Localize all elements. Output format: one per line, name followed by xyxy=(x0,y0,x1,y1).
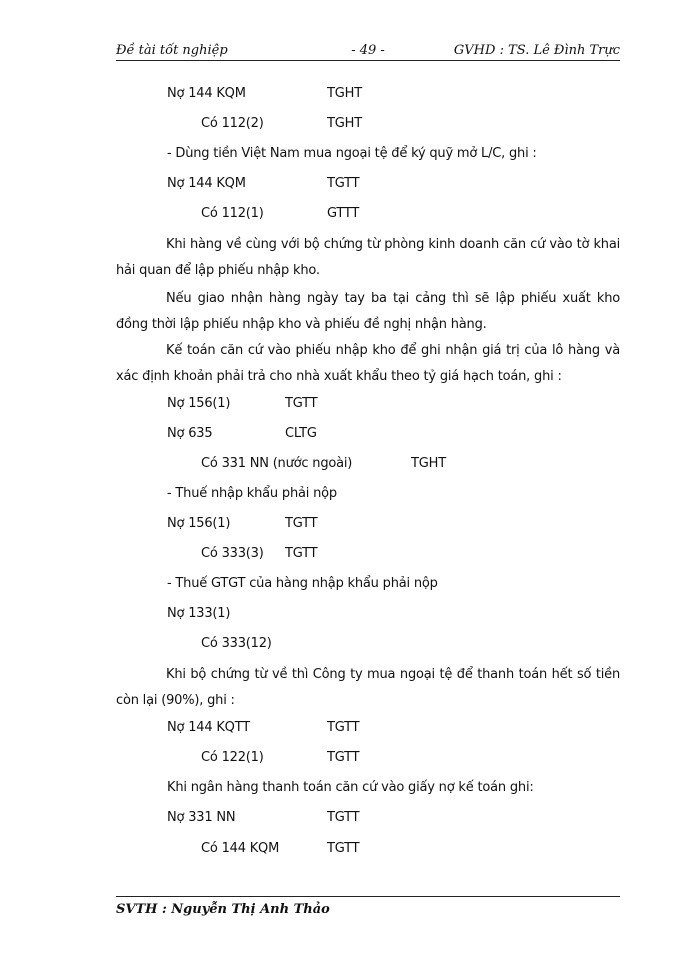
header-divider xyxy=(116,60,620,61)
debit-account: Nợ 331 NN xyxy=(167,810,236,825)
credit-account: Có 112(2) xyxy=(201,116,264,131)
paragraph: Kế toán căn cứ vào phiếu nhập kho để ghi nhận giá trị của lô hàng và xác định khoản phải trả cho nhà xuất khẩu theo tỷ giá hạch toán, ghi : xyxy=(116,343,620,384)
credit-account: Có 331 NN (nước ngoài) xyxy=(201,456,353,471)
debit-account: Nợ 133(1) xyxy=(167,606,231,621)
page-header xyxy=(116,40,620,62)
note-line: - Thuế GTGT của hàng nhập khẩu phải nộp xyxy=(167,576,438,591)
entry-amount: TGTT xyxy=(285,546,318,561)
paragraph: Khi hàng về cùng với bộ chứng từ phòng kinh doanh căn cứ vào tờ khai hải quan để lập phiếu nhập kho. xyxy=(116,237,620,278)
entry-amount: TGTT xyxy=(327,176,360,191)
debit-account: Nợ 156(1) xyxy=(167,396,231,411)
note-line: - Thuế nhập khẩu phải nộp xyxy=(167,486,337,501)
credit-account: Có 144 KQM xyxy=(201,841,280,856)
entry-amount: GTTT xyxy=(327,206,360,221)
debit-account: Nợ 156(1) xyxy=(167,516,231,531)
credit-account: Có 122(1) xyxy=(201,750,264,765)
student-label: SVTH : Nguyễn Thị Anh Thảo xyxy=(116,902,330,917)
entry-amount: TGTT xyxy=(327,810,360,825)
entry-amount: TGTT xyxy=(327,841,360,856)
page-number: - 49 - xyxy=(351,43,385,58)
advisor-label: GVHD : TS. Lê Đình Trực xyxy=(453,43,620,58)
credit-account: Có 333(12) xyxy=(201,636,272,651)
paragraph: Nếu giao nhận hàng ngày tay ba tại cảng thì sẽ lập phiếu xuất kho đồng thời lập phiếu nhập kho và phiếu đề nghị nhận hàng. xyxy=(116,291,620,332)
footer-divider xyxy=(116,896,620,897)
entry-amount: TGTT xyxy=(327,750,360,765)
entry-amount: TGHT xyxy=(327,86,362,101)
debit-account: Nợ 144 KQM xyxy=(167,86,246,101)
paragraph: Khi bộ chứng từ về thì Công ty mua ngoại tệ để thanh toán hết số tiền còn lại (90%), ghi : xyxy=(116,667,620,708)
debit-account: Nợ 144 KQTT xyxy=(167,720,250,735)
entry-amount: TGTT xyxy=(327,720,360,735)
entry-amount: TGTT xyxy=(285,396,318,411)
entry-amount: CLTG xyxy=(285,426,317,441)
debit-account: Nợ 635 xyxy=(167,426,213,441)
credit-account: Có 112(1) xyxy=(201,206,264,221)
credit-account: Có 333(3) xyxy=(201,546,264,561)
entry-amount: TGTT xyxy=(285,516,318,531)
entry-amount: TGHT xyxy=(327,116,362,131)
entry-amount: TGHT xyxy=(411,456,446,471)
note-line: Khi ngân hàng thanh toán căn cứ vào giấy nợ kế toán ghi: xyxy=(167,780,534,795)
debit-account: Nợ 144 KQM xyxy=(167,176,246,191)
note-line: - Dùng tiền Việt Nam mua ngoại tệ để ký quỹ mở L/C, ghi : xyxy=(167,146,537,161)
thesis-label: Đề tài tốt nghiệp xyxy=(116,43,228,58)
